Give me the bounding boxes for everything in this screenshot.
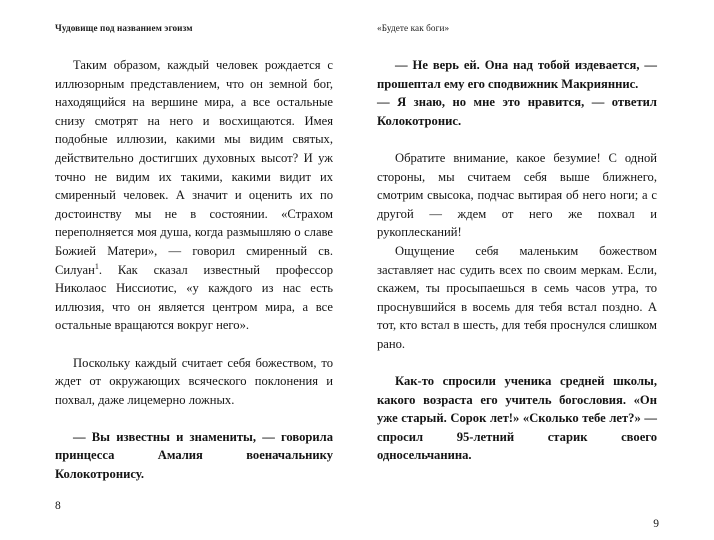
paragraph: Поскольку каждый считает себя божеством, то ждет от окружающих всяческого поклонения и похвал, даже лицемерно ложных. — [55, 355, 333, 407]
paragraph — [55, 56, 333, 335]
paragraph-text: Таким образом, каждый человек рождается с иллюзорным представлением, что он земной бог, находящийся на вершине мира, а все остальные снизу смотрят на него и восхищаются. Имея подобные иллюзии, какими мы видим святых, действительно достигших духовных высот? И уж точно не видим их такими, какими видит их смиренный человек. А значит и оценить их по достоинству мы не в состоянии. «Страхом переполняется моя душа, когда размышляю о славе Божией Матери», — говорил смиренный св. Силуан — [55, 58, 333, 277]
paragraph-text-continuation: . Как сказал известный профессор Николаос Ниссиотис, «у каждого из нас есть иллюзия, что он является центром мира, а все остальные вращаются вокруг него». — [55, 262, 333, 333]
paragraph-bold-dialogue: — Вы известны и знамениты, — говорила принцесса Амалия военачальнику Колокотронису. — [55, 429, 333, 482]
footnote-marker: 1 — [94, 261, 99, 271]
paragraph-bold-dialogue: — Не верь ей. Она над тобой издевается, — прошептал ему его сподвижник Макрияннис. — [377, 58, 657, 91]
page-number-right: 9 — [653, 518, 659, 530]
paragraph-bold-dialogue: — Я знаю, но мне это нравится, — ответил Колокотронис. — [377, 95, 657, 128]
running-head-right: «Будете как боги» — [377, 23, 450, 33]
paragraph: Обратите внимание, какое безумие! С одной стороны, мы считаем себя выше ближнего, смотрим свысока, подчас вытирая об него ноги; а с другой — ждем от него же похвал и рукоплесканий! — [377, 150, 657, 240]
page-number-left: 8 — [55, 500, 61, 512]
left-text-block — [55, 56, 333, 484]
paragraph-bold-anecdote: Как-то спросили ученика средней школы, какого возраста его учитель богословия. «Он уже старый. Сорок лет!» «Сколько тебе лет?» — спросил 95-летний старик своего односельчанина. — [377, 374, 657, 463]
running-head-left: Чудовище под названием эгоизм — [55, 23, 193, 33]
right-text-block — [377, 56, 657, 465]
paragraph: Ощущение себя маленьким божеством заставляет нас судить всех по своим меркам. Если, скажем, ты просыпаешься в семь часов утра, то проснувшийся в восемь для тебя встал поздно. А тот, кто встал в шесть, для тебя проснулся слишком рано. — [377, 243, 657, 351]
right-page — [357, 0, 714, 540]
